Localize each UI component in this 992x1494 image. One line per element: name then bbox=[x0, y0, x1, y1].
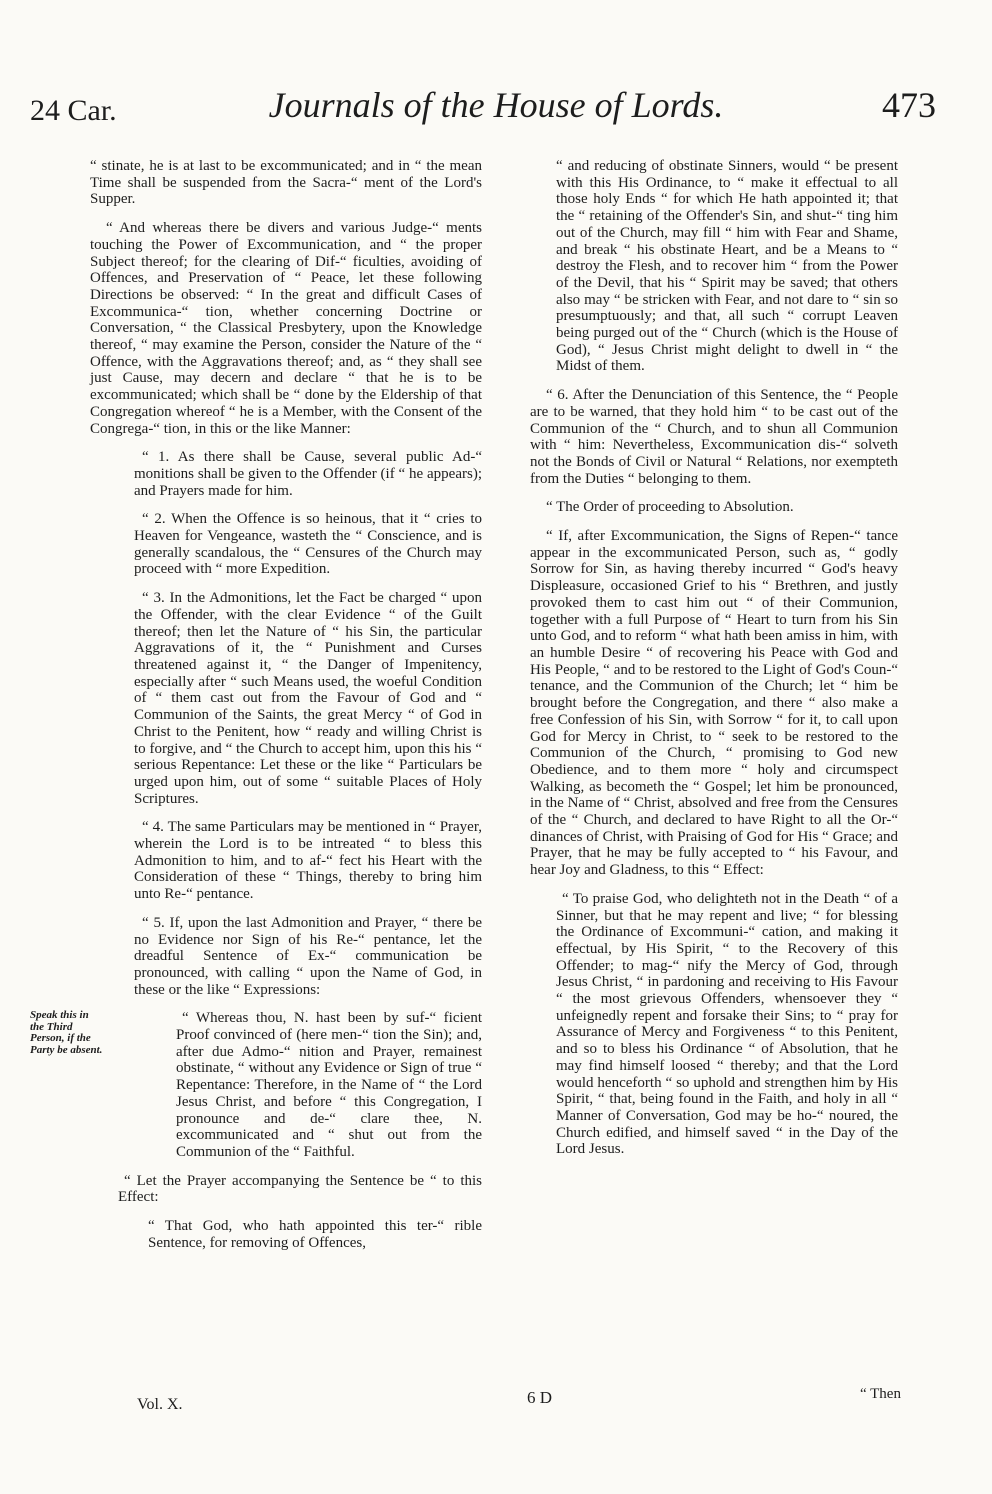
volume-mark: Vol. X. bbox=[137, 1396, 183, 1413]
page-number: 473 bbox=[882, 85, 936, 125]
paragraph: “ stinate, he is at last to be excommunicated; and in “ the mean Time shall be suspended from the Sacra-“ ment of the Lord's Supper. bbox=[90, 158, 482, 208]
paragraph: “ To praise God, who delighteth not in the Death “ of a Sinner, but that he may repent and live; “ for blessing the Ordinance of Excommuni-“ cation, and making it effectual, by His Spirit, “ to the Recovery of this Offender; to mag-“ nify the Mercy of God, through Jesus Christ, “ in pardoning and receiving to His Favour “ the most grievous Offenders, whensoever they “ unfeignedly repent and forsake their Sins; to “ pray for Assurance of Mercy and Forgiveness “ to this Penitent, and so to bless his Ordinance “ of Absolution, that he may find himself loosed “ thereby; and that the Lord would henceforth “ so uphold and strengthen him by His Spirit, “ that, being found in the Faith, and holy in all “ Manner of Conversation, God may be ho-“ noured, the Church edified, and himself saved “ in the Day of the Lord Jesus. bbox=[556, 890, 898, 1158]
page-title: Journals of the House of Lords. bbox=[268, 85, 724, 125]
paragraph: “ 4. The same Particulars may be mentioned in “ Prayer, wherein the Lord is to be intreated “ to bless this Admonition to him, and to af-“ fect his Heart with the Consideration of these “ Things, thereby to bring him unto Re-“ pentance. bbox=[134, 819, 482, 903]
paragraph: “ 5. If, upon the last Admonition and Prayer, “ there be no Evidence nor Sign of his Re-“ pentance, let the dreadful Sentence of Ex-“ communication be pronounced, with calling “ upon the Name of God, in these or the like “ Expressions: bbox=[134, 914, 482, 998]
margin-note: Speak this in the Third Person, if the Party be absent. bbox=[30, 1009, 103, 1056]
left-column bbox=[30, 158, 482, 1263]
paragraph: “ That God, who hath appointed this ter-“ rible Sentence, for removing of Offences, bbox=[148, 1218, 482, 1251]
paragraph: “ Let the Prayer accompanying the Sentence be “ to this Effect: bbox=[118, 1172, 482, 1206]
right-column bbox=[530, 158, 898, 1170]
running-head-left: 24 Car. bbox=[30, 94, 117, 127]
paragraph: “ 1. As there shall be Cause, several public Ad-“ monitions shall be given to the Offender (if “ he appears); and Prayers made for him. bbox=[134, 449, 482, 499]
paragraph: “ 6. After the Denunciation of this Sentence, the “ People are to be warned, that they hold him “ to be cast out of the Communion of the “ Church, and to shun all Communion with “ him: Nevertheless, Excommunication dis-“ solveth not the Bonds of Civil or Natural “ Relations, nor exempteth from the Duties “ belonging to them. bbox=[530, 387, 898, 487]
section-heading: “ The Order of proceeding to Absolution. bbox=[546, 499, 794, 516]
sentence-block bbox=[30, 1009, 482, 1160]
paragraph: “ If, after Excommunication, the Signs of Repen-“ tance appear in the excommunicated Person, such as, “ godly Sorrow for Sin, as having thereby incurred “ God's heavy Displeasure, occasioned Grief to his “ Brethren, and justly provoked them to cast him out “ of their Communion, together with a full Purpose of “ Heart to turn from his Sin unto God, and to reform “ what hath been amiss in him, with an humble Desire “ of recovering his Peace with God and His People, “ and to be restored to the Light of God's Coun-“ tenance, and the Communion of the Church; let “ him be brought before the Congregation, and there “ also make a free Confession of his Sin, with Sorrow “ for it, to call upon God for Mercy in Christ, to “ seek to be restored to the Communion of the Church, “ promising to God new Obedience, and to them more “ holy and circumspect Walking, as becometh the “ Gospel; let him be pronounced, in the Name of “ Christ, absolved and free from the Censures of the “ Church, and declared to have Right to all the Or-“ dinances of Christ, with Praising of God for His “ Grace; and Prayer, that he may be fully accepted to “ his Favour, and hear Joy and Gladness, to this “ Effect: bbox=[530, 528, 898, 879]
paragraph: “ and reducing of obstinate Sinners, would “ be present with this His Ordinance, to “ make it effectual to all those holy Ends “ for which He hath appointed it; that the “ retaining of the Offender's Sin, and shut-“ ting him out of the Church, may fill “ him with Fear and Shame, and break “ his obstinate Heart, and be a Means to “ destroy the Flesh, and to recover him “ from the Power of the Devil, that his “ Spirit may be saved; that others also may “ be stricken with Fear, and not dare to “ sin so presumptuously; and that, all such “ corrupt Leaven being purged out of the “ Church (which is the House of God), “ Jesus Christ might delight to dwell in “ the Midst of them. bbox=[556, 158, 898, 375]
paragraph: “ And whereas there be divers and various Judge-“ ments touching the Power of Excommunication, and “ the proper Subject thereof; for the clearing of Dif-“ ficulties, avoiding of Offences, and Preservation of “ Peace, let these following Directions be observed: “ In the great and difficult Cases of Excommunica-“ tion, whether concerning Doctrine or Conversation, “ the Classical Presbytery, upon the Knowledge thereof, “ may examine the Person, consider the Nature of the “ Offence, with the Aggravations thereof; and, as “ they shall see just Cause, may decern and declare “ that he is to be excommunicated; which shall be “ done by the Eldership of that Congregation whereof “ he is a Member, with the Consent of the Congrega-“ tion, in this or the like Manner: bbox=[90, 220, 482, 437]
paragraph: “ 3. In the Admonitions, let the Fact be charged “ upon the Offender, with the clear Evidence “ of the Guilt thereof; then let the Nature of “ his Sin, the particular Aggravations of it, the “ Punishment and Curses threatened against it, “ the Danger of Impenitency, especially after “ such Means used, the woeful Condition of “ them cast out from the Favour of God and “ Communion of the Saints, the great Mercy “ of God in Christ to the Penitent, how “ ready and willing Christ is to forgive, and “ the Church to accept him, upon this his “ serious Repentance: Let these or the like “ Particulars be urged upon him, out of some “ suitable Places of Holy Scriptures. bbox=[134, 590, 482, 807]
paragraph: “ 2. When the Offence is so heinous, that it “ cries to Heaven for Vengeance, wasteth the “ Conscience, and is generally scandalous, the “ Censures of the Church may proceed with “ more Expedition. bbox=[134, 511, 482, 578]
paragraph: “ Whereas thou, N. hast been by suf-“ ficient Proof convinced of (here men-“ tion the Sin); and, after due Admo-“ nition and Prayer, remainest obstinate, “ without any Evidence or Sign of true “ Repentance: Therefore, in the Name of “ the Lord Jesus Christ, and before “ this Congregation, I pronounce and de-“ clare thee, N. excommunicated and “ shut out from the Communion of the “ Faithful. bbox=[176, 1010, 482, 1160]
page-header bbox=[0, 78, 992, 138]
catchword: “ Then bbox=[860, 1386, 901, 1402]
signature-mark: 6 D bbox=[527, 1388, 553, 1407]
